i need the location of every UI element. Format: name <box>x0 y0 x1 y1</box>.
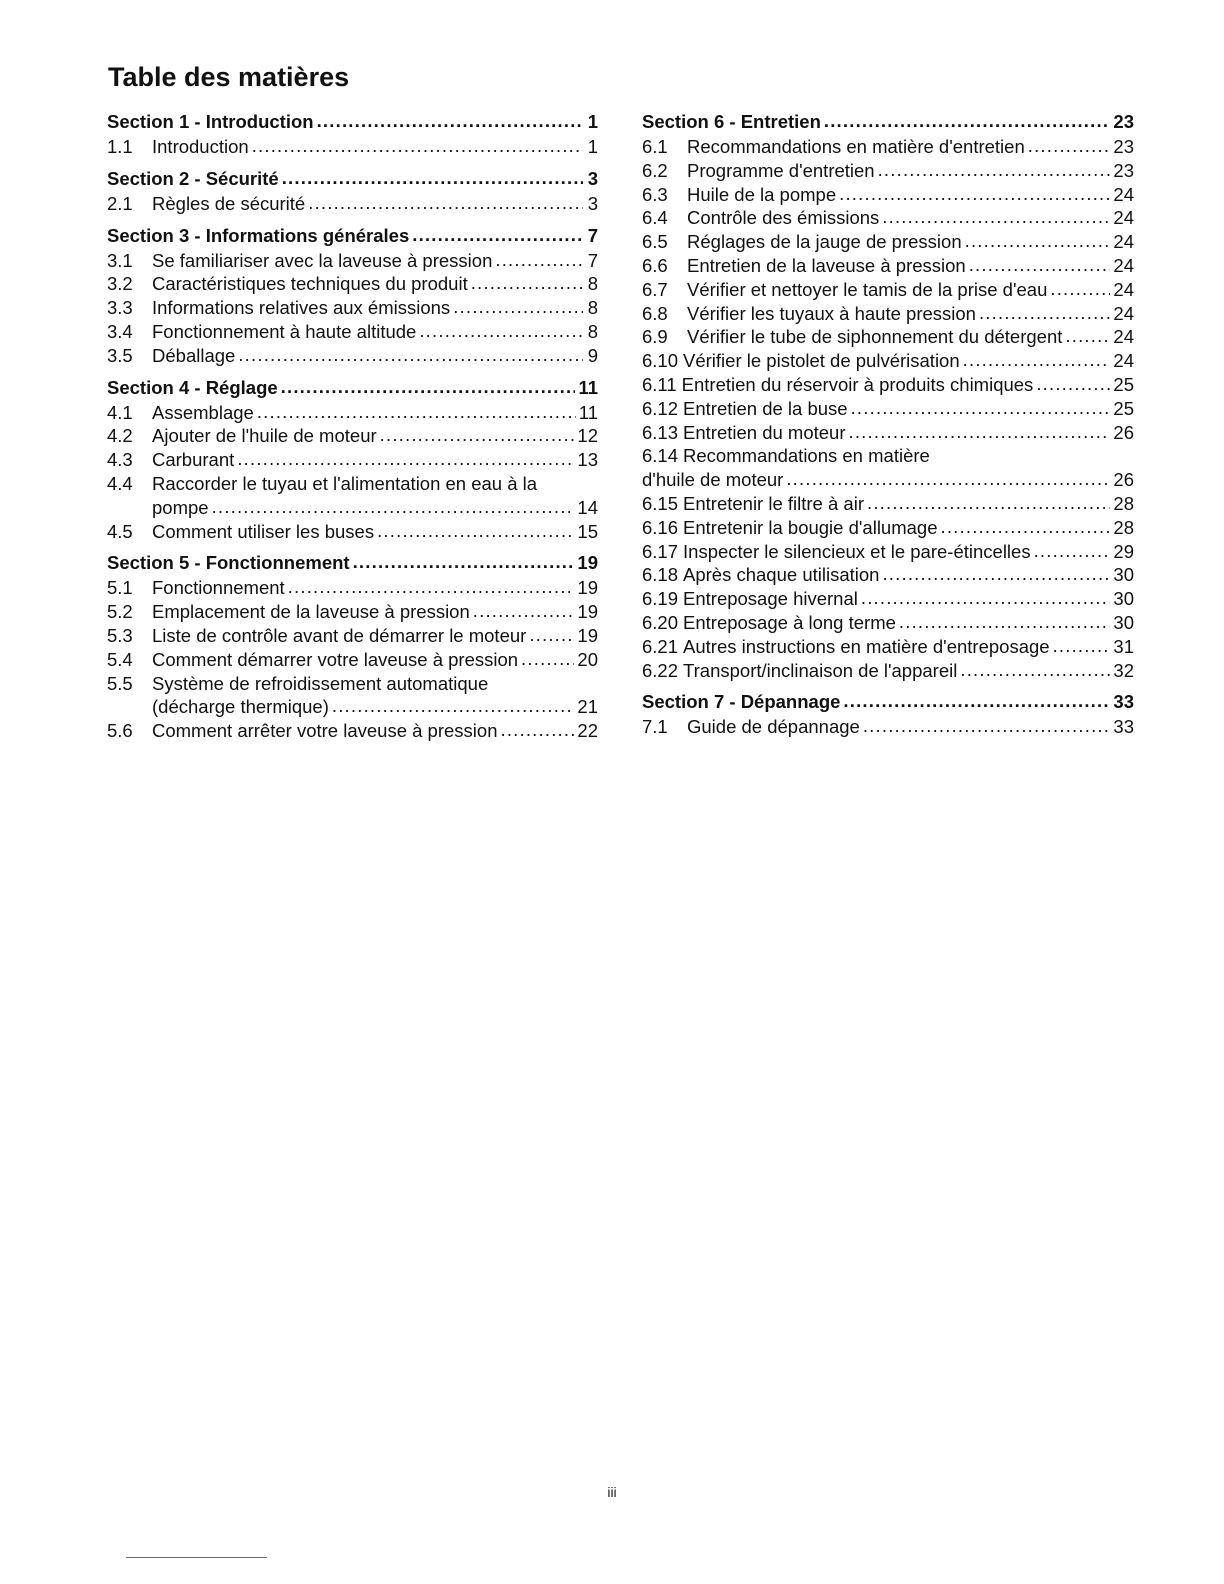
toc-entry-number: 6.8 <box>642 302 668 324</box>
toc-entry[interactable] <box>107 344 598 368</box>
toc-leader-dots <box>500 718 574 742</box>
toc-section-title: Section 7 - Dépannage <box>642 691 841 713</box>
toc-leader-dots <box>377 519 574 543</box>
toc-leader-dots <box>851 396 1111 420</box>
toc-page-number: 26 <box>1113 469 1134 491</box>
toc-entry-number: 3.3 <box>107 297 133 319</box>
toc-right-column <box>642 109 1134 739</box>
toc-entry-number: 6.10 <box>642 350 679 372</box>
toc-entry-continuation[interactable] <box>107 695 598 719</box>
toc-entry-continuation[interactable] <box>642 468 1134 492</box>
toc-entry-title: Déballage <box>152 344 236 366</box>
toc-leader-dots <box>1065 324 1110 348</box>
toc-entry-title: Emplacement de la laveuse à pression <box>152 601 470 623</box>
toc-entry-title: Vérifier le tube de siphonnement du détergent <box>687 326 1063 348</box>
toc-page-number: 1 <box>587 136 598 157</box>
toc-entry-title: Entreposage à long terme <box>683 611 896 633</box>
toc-entry-number: 5.3 <box>107 624 133 646</box>
toc-page-number: 8 <box>587 273 598 295</box>
toc-entry-number: 6.5 <box>642 231 668 253</box>
toc-page-number: 24 <box>1113 302 1134 324</box>
toc-entry-title: Entretenir la bougie d'allumage <box>683 516 938 538</box>
toc-page-number: 1 <box>587 111 598 132</box>
toc-page-number: 15 <box>577 520 598 542</box>
toc-page-number: 13 <box>577 449 598 471</box>
toc-entry[interactable] <box>107 600 598 624</box>
toc-entry-number: 4.2 <box>107 425 133 447</box>
toc-leader-dots <box>495 248 583 272</box>
toc-section <box>107 109 598 159</box>
toc-entry[interactable] <box>642 183 1134 207</box>
toc-entry-title: Guide de dépannage <box>687 716 860 738</box>
toc-entry-title: Vérifier et nettoyer le tamis de la prise d'eau <box>687 278 1048 300</box>
toc-leader-dots <box>963 348 1111 372</box>
toc-entry-number: 6.9 <box>642 326 668 348</box>
toc-leader-dots <box>1028 134 1111 158</box>
toc-entry-title-continued: (décharge thermique) <box>152 696 329 718</box>
toc-entry-number: 6.1 <box>642 136 668 157</box>
toc-entry-number: 6.6 <box>642 254 668 276</box>
toc-page-number: 23 <box>1113 136 1134 157</box>
toc-leader-dots <box>882 562 1110 586</box>
toc-entry[interactable] <box>642 302 1134 326</box>
toc-entry[interactable] <box>642 611 1134 635</box>
toc-entry-title: Carburant <box>152 449 235 471</box>
toc-entry-number: 3.5 <box>107 344 133 366</box>
toc-entry-title: Entretien du moteur <box>683 421 846 443</box>
toc-entry[interactable] <box>107 424 598 448</box>
toc-entry[interactable] <box>107 448 598 472</box>
toc-leader-dots <box>849 420 1111 444</box>
toc-page-number: 22 <box>577 720 598 742</box>
toc-entry-number: 6.3 <box>642 183 668 205</box>
toc-section <box>642 689 1134 739</box>
toc-entry[interactable] <box>107 320 598 344</box>
toc-page-number: 23 <box>1113 111 1134 132</box>
toc-leader-dots <box>529 623 574 647</box>
toc-page-number: 32 <box>1113 659 1134 681</box>
toc-entry-title: Réglages de la jauge de pression <box>687 231 962 253</box>
toc-page-number: 21 <box>577 696 598 718</box>
toc-leader-dots <box>419 319 583 343</box>
toc-leader-dots <box>941 515 1111 539</box>
toc-entry-number: 3.4 <box>107 320 133 342</box>
toc-page-number: 19 <box>577 624 598 646</box>
toc-entry-number: 6.13 <box>642 421 679 443</box>
toc-leader-dots <box>380 423 575 447</box>
toc-entry-title: Transport/inclinaison de l'appareil <box>683 659 958 681</box>
toc-entry-title: Programme d'entretien <box>687 159 875 181</box>
toc-page-number: 26 <box>1113 421 1134 443</box>
toc-entry[interactable] <box>642 516 1134 540</box>
toc-leader-dots <box>317 108 583 134</box>
toc-entry[interactable] <box>642 135 1134 159</box>
toc-entry[interactable] <box>642 254 1134 278</box>
toc-section-title: Section 5 - Fonctionnement <box>107 552 350 574</box>
toc-entry-title: Introduction <box>152 136 249 157</box>
toc-entry-title: Comment démarrer votre laveuse à pression <box>152 648 519 670</box>
toc-leader-dots <box>252 134 583 158</box>
toc-section-title: Section 2 - Sécurité <box>107 167 279 189</box>
toc-entry-number: 4.1 <box>107 401 133 423</box>
toc-entry[interactable] <box>642 444 1134 468</box>
toc-page-number: 19 <box>577 552 598 574</box>
toc-entry-title: Inspecter le silencieux et le pare-étincelles <box>683 540 1031 562</box>
toc-entry-title: Entretien de la buse <box>683 397 848 419</box>
toc-entry[interactable] <box>642 421 1134 445</box>
toc-section <box>107 223 598 368</box>
toc-entry-number: 6.21 <box>642 635 679 657</box>
toc-entry-number: 4.5 <box>107 520 133 542</box>
toc-page-number: 3 <box>587 192 598 214</box>
toc-entry-number: 6.14 <box>642 445 679 467</box>
toc-entry[interactable] <box>642 587 1134 611</box>
toc-entry[interactable] <box>107 672 598 696</box>
toc-entry[interactable] <box>642 325 1134 349</box>
toc-page-number: 29 <box>1113 540 1134 562</box>
toc-entry-continuation[interactable] <box>107 496 598 520</box>
toc-entry-number: 5.2 <box>107 601 133 623</box>
toc-entry-title: Liste de contrôle avant de démarrer le moteur <box>152 624 527 646</box>
toc-entry-title: Raccorder le tuyau et l'alimentation en eau à la <box>152 472 538 494</box>
toc-page-number: 28 <box>1113 516 1134 538</box>
toc-page-number: 14 <box>577 496 598 518</box>
toc-entry-title: Recommandations en matière <box>683 445 930 467</box>
toc-entry-title-continued: pompe <box>152 496 209 518</box>
toc-entry-title: Comment utiliser les buses <box>152 520 375 542</box>
toc-page-number: 24 <box>1113 231 1134 253</box>
toc-page-number: 19 <box>577 601 598 623</box>
toc-leader-dots <box>237 447 574 471</box>
toc-entry-title: Autres instructions en matière d'entreposage <box>683 635 1050 657</box>
toc-section-header[interactable] <box>107 223 598 249</box>
toc-entry[interactable] <box>107 296 598 320</box>
toc-leader-dots <box>281 374 576 400</box>
toc-section-title: Section 1 - Introduction <box>107 111 314 132</box>
toc-entry[interactable] <box>107 624 598 648</box>
toc-page-number: 19 <box>577 577 598 599</box>
toc-entry-number: 5.6 <box>107 720 133 742</box>
toc-leader-dots <box>965 229 1111 253</box>
toc-leader-dots <box>786 467 1110 491</box>
toc-entry-number: 6.4 <box>642 207 668 229</box>
page-number: iii <box>607 1484 617 1500</box>
toc-page-number: 24 <box>1113 278 1134 300</box>
toc-entry[interactable] <box>642 540 1134 564</box>
toc-page-number: 24 <box>1113 207 1134 229</box>
toc-entry-number: 6.11 <box>642 373 677 395</box>
toc-entry-title: Entretenir le filtre à air <box>683 492 864 514</box>
toc-entry-title: Entreposage hivernal <box>683 588 858 610</box>
toc-entry-title: Recommandations en matière d'entretien <box>687 136 1025 157</box>
toc-leader-dots <box>308 191 583 215</box>
toc-entry-title: Se familiariser avec la laveuse à pression <box>152 249 493 271</box>
toc-entry-title: Entretien de la laveuse à pression <box>687 254 966 276</box>
toc-leader-dots <box>412 222 583 248</box>
toc-entry-number: 3.2 <box>107 273 133 295</box>
toc-section-title: Section 6 - Entretien <box>642 111 821 132</box>
toc-entry[interactable] <box>107 648 598 672</box>
toc-leader-dots <box>288 575 575 599</box>
toc-entry[interactable] <box>107 472 598 496</box>
toc-page-number: 24 <box>1113 350 1134 372</box>
toc-entry[interactable] <box>107 272 598 296</box>
toc-entry-title: Vérifier le pistolet de pulvérisation <box>683 350 960 372</box>
toc-leader-dots <box>1034 539 1111 563</box>
toc-entry-number: 6.7 <box>642 278 668 300</box>
toc-leader-dots <box>861 586 1111 610</box>
toc-page-number: 30 <box>1113 588 1134 610</box>
toc-page-number: 7 <box>587 249 598 271</box>
toc-entry-title: Comment arrêter votre laveuse à pression <box>152 720 498 742</box>
toc-leader-dots <box>863 714 1111 738</box>
toc-entry-number: 4.3 <box>107 449 133 471</box>
toc-leader-dots <box>471 271 583 295</box>
toc-section <box>107 166 598 216</box>
toc-page-number: 9 <box>587 344 598 366</box>
toc-section-header[interactable] <box>107 166 598 192</box>
toc-entry-title: Caractéristiques techniques du produit <box>152 273 468 295</box>
toc-entry[interactable] <box>107 719 598 743</box>
toc-section <box>107 550 598 743</box>
toc-leader-dots <box>332 694 575 718</box>
toc-leader-dots <box>238 343 583 367</box>
toc-entry-number: 2.1 <box>107 192 133 214</box>
toc-page-number: 25 <box>1113 373 1134 395</box>
toc-leader-dots <box>521 647 574 671</box>
toc-entry[interactable] <box>107 249 598 273</box>
toc-entry-number: 6.20 <box>642 611 679 633</box>
toc-entry-number: 6.16 <box>642 516 679 538</box>
toc-entry-number: 6.18 <box>642 564 679 586</box>
toc-leader-dots <box>1036 372 1110 396</box>
toc-leader-dots <box>969 253 1111 277</box>
toc-entry-number: 6.22 <box>642 659 679 681</box>
toc-entry-title: Huile de la pompe <box>687 183 837 205</box>
toc-entry[interactable] <box>642 715 1134 739</box>
toc-entry[interactable] <box>642 230 1134 254</box>
toc-entry-title: Règles de sécurité <box>152 192 306 214</box>
toc-page-number: 8 <box>587 320 598 342</box>
toc-entry-title: Fonctionnement à haute altitude <box>152 320 417 342</box>
toc-page-number: 28 <box>1113 492 1134 514</box>
toc-entry-number: 6.12 <box>642 397 679 419</box>
toc-entry-title: Assemblage <box>152 401 254 423</box>
toc-entry-number: 5.1 <box>107 577 133 599</box>
toc-page-number: 23 <box>1113 159 1134 181</box>
toc-entry-number: 6.17 <box>642 540 679 562</box>
toc-section-title: Section 4 - Réglage <box>107 376 278 398</box>
toc-entry-title: Informations relatives aux émissions <box>152 297 451 319</box>
page-title: Table des matières <box>108 62 350 92</box>
toc-page-number: 25 <box>1113 397 1134 419</box>
toc-entry-title: Entretien du réservoir à produits chimiques <box>681 373 1034 395</box>
toc-leader-dots <box>843 688 1110 714</box>
toc-leader-dots <box>282 165 583 191</box>
toc-page-number: 7 <box>587 224 598 246</box>
toc-entry[interactable] <box>107 192 598 216</box>
toc-page-number: 24 <box>1113 183 1134 205</box>
toc-entry[interactable] <box>642 206 1134 230</box>
toc-entry-number: 4.4 <box>107 472 133 494</box>
toc-entry[interactable] <box>642 659 1134 683</box>
toc-entry-number: 6.2 <box>642 159 668 181</box>
toc-leader-dots <box>212 495 575 519</box>
toc-entry-number: 1.1 <box>107 136 133 157</box>
toc-page-number: 11 <box>578 401 598 423</box>
toc-entry[interactable] <box>642 397 1134 421</box>
toc-page-number: 8 <box>587 297 598 319</box>
toc-leader-dots <box>824 108 1111 134</box>
toc-section-header[interactable] <box>107 109 598 135</box>
toc-leader-dots <box>979 301 1110 325</box>
toc-page-number: 24 <box>1113 254 1134 276</box>
toc-entry[interactable] <box>642 492 1134 516</box>
toc-page-number: 31 <box>1113 635 1134 657</box>
toc-page-number: 20 <box>577 648 598 670</box>
toc-section-header[interactable] <box>642 109 1134 135</box>
toc-entry[interactable] <box>642 635 1134 659</box>
toc-leader-dots <box>882 205 1110 229</box>
toc-entry-number: 5.5 <box>107 672 133 694</box>
toc-leader-dots <box>899 610 1111 634</box>
toc-page-number: 11 <box>578 376 598 398</box>
toc-leader-dots <box>453 295 583 319</box>
toc-entry[interactable] <box>107 576 598 600</box>
toc-leader-dots <box>257 400 576 424</box>
toc-page-number: 30 <box>1113 564 1134 586</box>
toc-entry-number: 7.1 <box>642 716 668 738</box>
toc-entry[interactable] <box>642 159 1134 183</box>
toc-left-column <box>107 109 598 743</box>
toc-section-header[interactable] <box>107 550 598 576</box>
toc-leader-dots <box>878 158 1111 182</box>
toc-entry[interactable] <box>107 135 598 159</box>
toc-page-number: 33 <box>1113 691 1134 713</box>
toc-entry[interactable] <box>642 563 1134 587</box>
toc-leader-dots <box>1053 634 1111 658</box>
toc-entry[interactable] <box>642 373 1134 397</box>
toc-leader-dots <box>960 658 1110 682</box>
toc-section-header[interactable] <box>107 375 598 401</box>
toc-section-title: Section 3 - Informations générales <box>107 224 410 246</box>
toc-entry[interactable] <box>107 401 598 425</box>
toc-entry-number: 3.1 <box>107 249 133 271</box>
toc-entry-title: Contrôle des émissions <box>687 207 880 229</box>
toc-entry-title: Vérifier les tuyaux à haute pression <box>687 302 976 324</box>
toc-leader-dots <box>839 182 1110 206</box>
toc-entry[interactable] <box>107 520 598 544</box>
toc-leader-dots <box>867 491 1110 515</box>
toc-page-number: 12 <box>577 425 598 447</box>
toc-section-header[interactable] <box>642 689 1134 715</box>
toc-section <box>107 375 598 544</box>
toc-entry[interactable] <box>642 349 1134 373</box>
toc-page-number: 3 <box>587 167 598 189</box>
toc-entry-title: Après chaque utilisation <box>683 564 880 586</box>
toc-page-number: 33 <box>1113 716 1134 738</box>
toc-entry-number: 5.4 <box>107 648 133 670</box>
toc-leader-dots <box>473 599 575 623</box>
toc-entry-title-continued: d'huile de moteur <box>642 469 784 491</box>
toc-entry-title: Fonctionnement <box>152 577 285 599</box>
toc-entry-number: 6.15 <box>642 492 679 514</box>
footer-rule <box>126 1557 267 1558</box>
toc-entry[interactable] <box>642 278 1134 302</box>
toc-leader-dots <box>353 549 575 575</box>
toc-entry-title: Ajouter de l'huile de moteur <box>152 425 377 447</box>
toc-page-number: 24 <box>1113 326 1134 348</box>
toc-section <box>642 109 1134 682</box>
toc-entry-number: 6.19 <box>642 588 679 610</box>
toc-leader-dots <box>1050 277 1110 301</box>
toc-page-number: 30 <box>1113 611 1134 633</box>
toc-entry-title: Système de refroidissement automatique <box>152 672 489 694</box>
